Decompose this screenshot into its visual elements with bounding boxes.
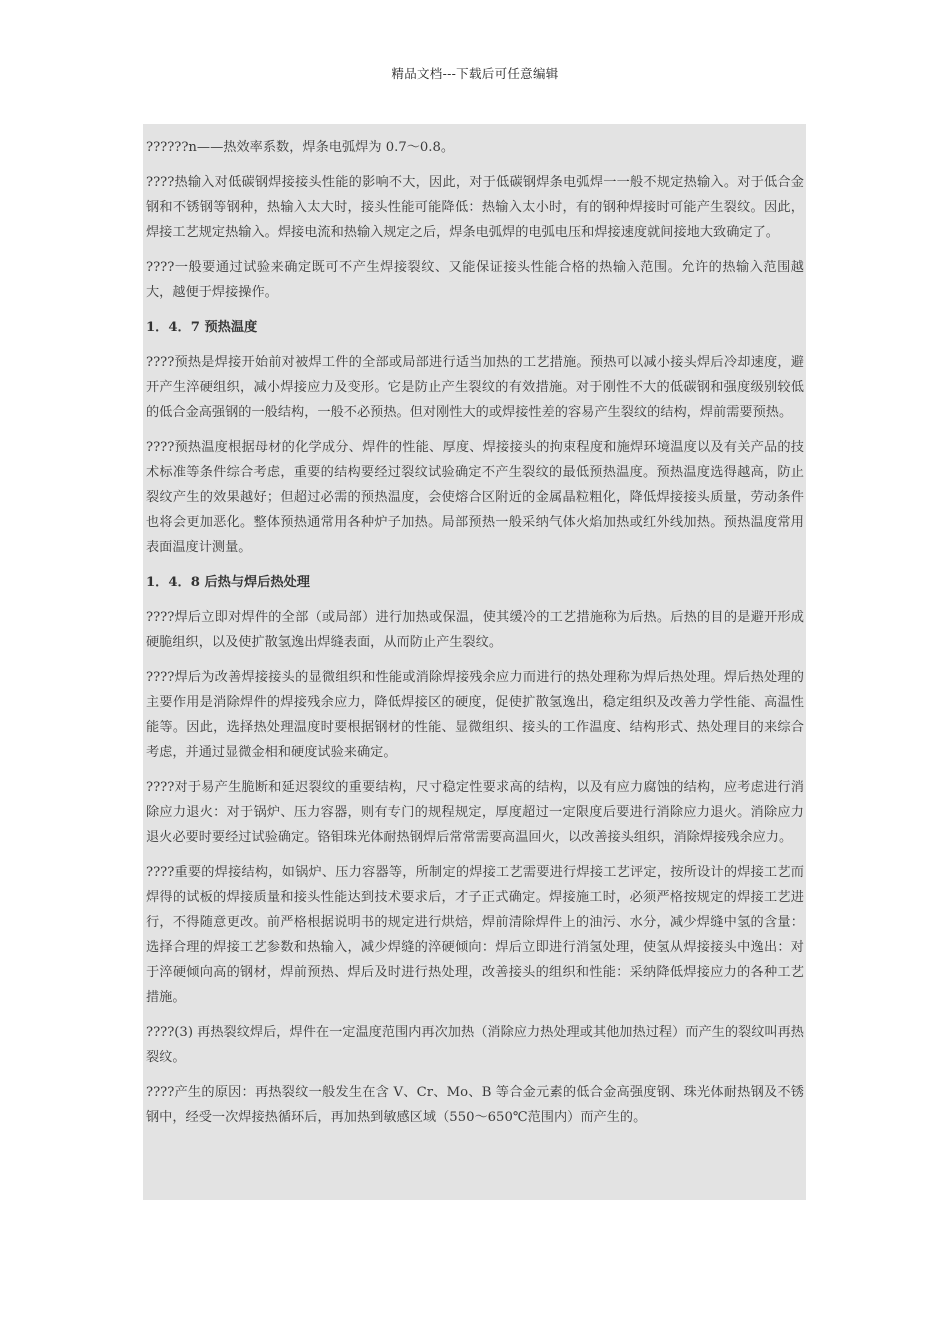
document-body-inner — [143, 124, 806, 1130]
paragraph: ????重要的焊接结构，如锅炉、压力容器等，所制定的焊接工艺需要进行焊接工艺评定，按所设计的焊接工艺而焊得的试板的焊接质量和接头性能达到技术要求后，才子正式确定。焊接施工时，必须严格按规定的焊接工艺进行，不得随意更改。前严格根据说明书的规定进行烘焙，焊前清除焊件上的油污、水分，减少焊缝中氢的含量：选择合理的焊接工艺参数和热输入，减少焊缝的淬硬倾向：焊后立即进行消氢处理，使氢从焊接接头中逸出：对于淬硬倾向高的钢材，焊前预热、焊后及时进行热处理，改善接头的组织和性能：采纳降低焊接应力的各种工艺措施。 — [146, 865, 804, 1005]
paragraph: ????焊后为改善焊接接头的显微组织和性能或消除焊接残余应力而进行的热处理称为焊后热处理。焊后热处理的主要作用是消除焊件的焊接残余应力，降低焊接区的硬度，促使扩散氢逸出，稳定组织及改善力学性能、高温性能等。因此，选择热处理温度时要根据钢材的性能、显微组织、接头的工作温度、结构形式、热处理目的来综合考虑，并通过显微金相和硬度试验来确定。 — [146, 670, 804, 760]
section-heading: 1．4．7 预热温度 — [146, 320, 258, 335]
paragraph: ????(3) 再热裂纹焊后，焊件在一定温度范围内再次加热（消除应力热处理或其他加热过程）而产生的裂纹叫再热裂纹。 — [146, 1025, 804, 1065]
paragraph: ????热输入对低碳钢焊接接头性能的影响不大，因此，对于低碳钢焊条电弧焊一一般不规定热输入。对于低合金钢和不锈钢等钢种，热输入太大时，接头性能可能降低：热输入太小时，有的钢种焊接时可能产生裂纹。因此，焊接工艺规定热输入。焊接电流和热输入规定之后，焊条电弧焊的电弧电压和焊接速度就间接地大致确定了。 — [146, 175, 804, 240]
section-heading: 1．4．8 后热与焊后热处理 — [146, 575, 310, 590]
paragraph: ????焊后立即对焊件的全部（或局部）进行加热或保温，使其缓冷的工艺措施称为后热。后热的目的是避开形成硬脆组织，以及使扩散氢逸出焊缝表面，从而防止产生裂纹。 — [146, 610, 804, 650]
page-header: 精品文档---下载后可任意编辑 — [391, 66, 559, 81]
paragraph: ????一般要通过试验来确定既可不产生焊接裂纹、又能保证接头性能合格的热输入范围。允许的热输入范围越大，越便于焊接操作。 — [146, 260, 804, 300]
paragraph: ????对于易产生脆断和延迟裂纹的重要结构，尺寸稳定性要求高的结构，以及有应力腐蚀的结构，应考虑进行消除应力退火：对于锅炉、压力容器，则有专门的规程规定，厚度超过一定限度后要进行消除应力退火。消除应力退火必要时要经过试验确定。铬钼珠光体耐热钢焊后常常需要高温回火，以改善接头组织，消除焊接残余应力。 — [146, 780, 804, 845]
paragraph: ????预热是焊接开始前对被焊工件的全部或局部进行适当加热的工艺措施。预热可以减小接头焊后冷却速度，避开产生淬硬组织，减小焊接应力及变形。它是防止产生裂纹的有效措施。对于刚性不大的低碳钢和强度级别较低的低合金高强钢的一般结构，一般不必预热。但对刚性大的或焊接性差的容易产生裂纹的结构，焊前需要预热。 — [146, 355, 804, 420]
document-body — [143, 124, 806, 1200]
paragraph: ????产生的原因：再热裂纹一般发生在含 V、Cr、Mo、B 等合金元素的低合金高强度钢、珠光体耐热钢及不锈钢中，经受一次焊接热循环后，再加热到敏感区域（550～650℃范围内）而产生的。 — [146, 1085, 804, 1125]
paragraph: ????预热温度根据母材的化学成分、焊件的性能、厚度、焊接接头的拘束程度和施焊环境温度以及有关产品的技术标准等条件综合考虑，重要的结构要经过裂纹试验确定不产生裂纹的最低预热温度。预热温度选得越高，防止裂纹产生的效果越好；但超过必需的预热温度，会使熔合区附近的金属晶粒粗化，降低焊接接头质量，劳动条件也将会更加恶化。整体预热通常用各种炉子加热。局部预热一般采纳气体火焰加热或红外线加热。预热温度常用表面温度计测量。 — [146, 440, 804, 555]
paragraph: ??????n——热效率系数，焊条电弧焊为 0.7～0.8。 — [146, 140, 455, 155]
